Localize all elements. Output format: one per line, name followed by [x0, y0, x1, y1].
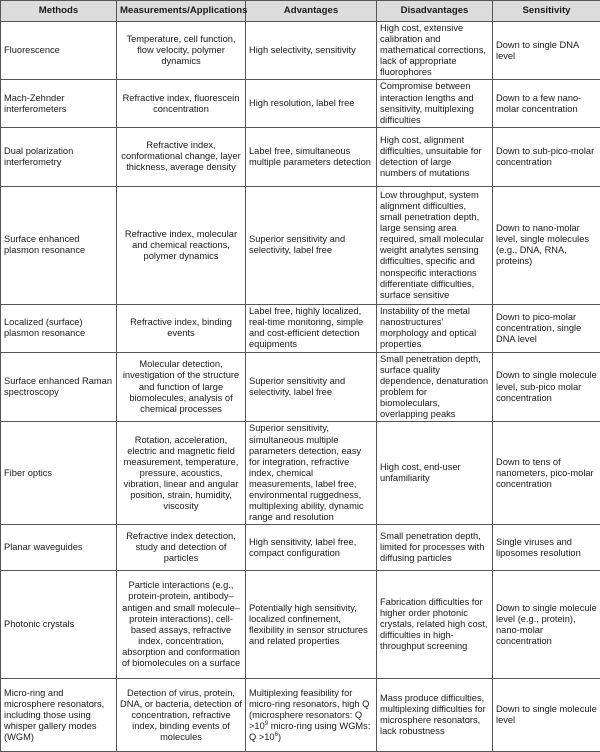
sensitivity-cell: Down to sub-pico-molar concentration [493, 127, 600, 186]
advantages-cell: Superior sensitivity and selectivity, label free [246, 352, 377, 422]
method-cell: Micro-ring and microsphere resonators, including those using whisper gallery modes (WGM) [1, 679, 117, 752]
table-row [1, 22, 600, 80]
measurements-cell: Detection of virus, protein, DNA, or bacteria, detection of concentration, refractive index, binding events of molecules [117, 679, 246, 752]
method-cell: Mach-Zehnder interferometers [1, 80, 117, 127]
table-row [1, 186, 600, 304]
disadvantages-cell: Mass produce difficulties, multiplexing difficulties for microsphere resonators, lack robustness [377, 679, 493, 752]
method-cell: Surface enhanced Raman spectroscopy [1, 352, 117, 422]
method-cell: Photonic crystals [1, 571, 117, 679]
advantages-cell: Superior sensitivity, simultaneous multiple parameters detection, easy for integration, refractive index, chemical measurements, label free, environmental ruggedness, multiplexing ability, dynamic range and resolution [246, 422, 377, 525]
advantages-text-b: micro-ring using WGMs: Q >10 [249, 721, 370, 742]
disadvantages-cell: Instability of the metal nanostructures' morphology and optical properties [377, 304, 493, 352]
disadvantages-cell: Compromise between interaction lengths and sensitivity, multiplexing difficulties [377, 80, 493, 127]
table-row [1, 352, 600, 422]
advantages-cell: Superior sensitivity and selectivity, label free [246, 186, 377, 304]
header-advantages: Advantages [246, 1, 377, 22]
header-disadvantages: Disadvantages [377, 1, 493, 22]
table-row [1, 525, 600, 571]
advantages-cell: High selectivity, sensitivity [246, 22, 377, 80]
disadvantages-cell: High cost, end-user unfamiliarity [377, 422, 493, 525]
measurements-cell: Particle interactions (e.g., protein-protein, antibody–antigen and small molecule–protein interactions), cell-based assays, refractive index, concentration, absorption and conformation of biomolecules on a surface [117, 571, 246, 679]
disadvantages-cell: High cost, extensive calibration and mathematical corrections, lack of appropriate fluorophores [377, 22, 493, 80]
method-cell: Fiber optics [1, 422, 117, 525]
disadvantages-cell: Low throughput, system alignment difficulties, small penetration depth, large sensing area required, small molecular weight analytes sensing difficulties, specific and nonspecific interactions differentiate difficulties, surface sensitive [377, 186, 493, 304]
advantages-cell: Label free, highly localized, real-time monitoring, simple and cost-efficient detection equipments [246, 304, 377, 352]
method-cell: Fluorescence [1, 22, 117, 80]
measurements-cell: Rotation, acceleration, electric and magnetic field measurement, temperature, pressure, acoustics, vibration, linear and angular position, strain, humidity, viscosity [117, 422, 246, 525]
method-cell: Planar waveguides [1, 525, 117, 571]
measurements-cell: Refractive index, conformational change, layer thickness, average density [117, 127, 246, 186]
measurements-cell: Molecular detection, investigation of the structure and function of large biomolecules, analysis of chemical processes [117, 352, 246, 422]
measurements-cell: Refractive index, molecular and chemical reactions, polymer dynamics [117, 186, 246, 304]
sensitivity-cell: Down to tens of nanometers, pico-molar concentration [493, 422, 600, 525]
advantages-cell: Potentially high sensitivity, localized confinement, flexibility in sensor structures and related properties [246, 571, 377, 679]
sensitivity-cell: Down to pico-molar concentration, single DNA level [493, 304, 600, 352]
header-sensitivity: Sensitivity [493, 1, 600, 22]
measurements-cell: Refractive index, binding events [117, 304, 246, 352]
method-cell: Dual polarization interferometry [1, 127, 117, 186]
sensitivity-cell: Single viruses and liposomes resolution [493, 525, 600, 571]
method-cell: Localized (surface) plasmon resonance [1, 304, 117, 352]
table-row [1, 571, 600, 679]
exponent-6: 6 [275, 732, 278, 738]
table-row [1, 80, 600, 127]
header-measurements: Measurements/Applications [117, 1, 246, 22]
sensitivity-cell: Down to nano-molar level, single molecules (e.g., DNA, RNA, proteins) [493, 186, 600, 304]
advantages-cell: Label free, simultaneous multiple parameters detection [246, 127, 377, 186]
measurements-cell: Refractive index, fluorescein concentration [117, 80, 246, 127]
table-row [1, 127, 600, 186]
method-cell: Surface enhanced plasmon resonance [1, 186, 117, 304]
sensitivity-cell: Down to single molecule level (e.g., protein), nano-molar concentration [493, 571, 600, 679]
sensitivity-cell: Down to single molecule level [493, 679, 600, 752]
advantages-text-c: ) [278, 732, 281, 742]
sensitivity-cell: Down to single DNA level [493, 22, 600, 80]
advantages-cell: High sensitivity, label free, compact configuration [246, 525, 377, 571]
disadvantages-cell: High cost, alignment difficulties, unsuitable for detection of large numbers of mutations [377, 127, 493, 186]
advantages-text-a: Multiplexing feasibility for micro-ring resonators, high Q (microsphere resonators: Q >10 [249, 688, 369, 731]
disadvantages-cell: Fabrication difficulties for higher order photonic crystals, related high cost, difficulties in high-throughput screening [377, 571, 493, 679]
exponent-9: 9 [265, 721, 268, 727]
measurements-cell: Refractive index detection, study and detection of particles [117, 525, 246, 571]
advantages-cell: High resolution, label free [246, 80, 377, 127]
sensitivity-cell: Down to a few nano-molar concentration [493, 80, 600, 127]
sensitivity-cell: Down to single molecule level, sub-pico molar concentration [493, 352, 600, 422]
table-header-row [1, 1, 600, 22]
header-methods: Methods [1, 1, 117, 22]
disadvantages-cell: Small penetration depth, limited for processes with diffusing particles [377, 525, 493, 571]
table-row [1, 422, 600, 525]
table-row [1, 304, 600, 352]
measurements-cell: Temperature, cell function, flow velocity, polymer dynamics [117, 22, 246, 80]
disadvantages-cell: Small penetration depth, surface quality dependence, denaturation problem for biomoleculars, overlapping peaks [377, 352, 493, 422]
